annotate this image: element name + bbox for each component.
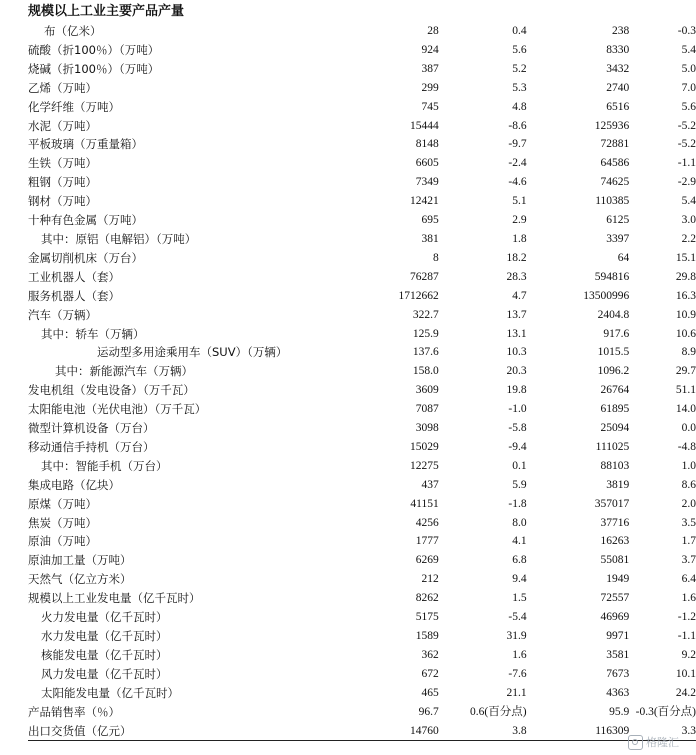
row-label: 工业机器人（套）	[28, 269, 120, 284]
growth-current-month: -2.4	[508, 157, 527, 170]
growth-current-month: -8.6	[508, 119, 527, 132]
growth-cumulative: 5.4	[681, 43, 696, 56]
growth-current-month: 10.3	[506, 346, 527, 359]
row-label: 发电机组（发电设备）（万千瓦）	[28, 383, 195, 398]
value-cumulative: 917.6	[603, 327, 630, 340]
value-current-month: 745	[421, 100, 439, 113]
value-current-month: 322.7	[412, 308, 439, 321]
row-label: 水力发电量（亿千瓦时）	[41, 629, 168, 643]
growth-current-month: 5.3	[512, 81, 527, 94]
value-cumulative: 72557	[600, 592, 630, 605]
row-label: 生铁（万吨）	[28, 156, 97, 171]
growth-cumulative: 3.7	[681, 554, 696, 567]
value-current-month: 125.9	[412, 327, 439, 340]
table-row	[28, 684, 696, 703]
value-cumulative: 37716	[600, 516, 630, 529]
growth-current-month: 4.1	[512, 535, 527, 548]
value-current-month: 3609	[415, 384, 439, 397]
table-title: 规模以上工业主要产品产量	[28, 4, 185, 19]
row-label: 服务机器人（套）	[28, 288, 120, 303]
growth-current-month: 21.1	[506, 686, 527, 699]
value-current-month: 96.7	[418, 705, 439, 718]
row-label: 其中：轿车（万辆）	[41, 326, 145, 341]
growth-current-month: -9.4	[508, 440, 527, 453]
row-label: 汽车（万辆）	[28, 307, 97, 322]
growth-current-month: 20.3	[506, 365, 527, 378]
value-cumulative: 3397	[606, 232, 630, 245]
table-row	[28, 343, 696, 362]
value-current-month: 299	[421, 81, 439, 94]
table-row	[28, 192, 696, 211]
row-label: 乙烯（万吨）	[28, 80, 97, 95]
value-current-month: 212	[421, 573, 439, 586]
value-cumulative: 238	[612, 25, 630, 37]
value-current-month: 8	[432, 251, 439, 264]
table-row	[28, 135, 696, 154]
growth-cumulative: 5.4	[681, 195, 696, 208]
value-cumulative: 25094	[600, 422, 630, 435]
table-row	[28, 79, 696, 98]
row-label: 十种有色金属（万吨）	[28, 213, 143, 228]
table-row	[28, 665, 696, 684]
table-row	[28, 419, 696, 438]
table-row	[28, 476, 696, 495]
value-current-month: 7087	[415, 403, 439, 416]
value-cumulative: 13500996	[583, 289, 630, 302]
row-label: 太阳能发电量（亿千瓦时）	[41, 685, 179, 700]
row-label: 原煤（万吨）	[28, 496, 97, 511]
row-label: 水泥（万吨）	[28, 118, 97, 133]
value-current-month: 5175	[415, 611, 439, 624]
growth-current-month: 6.8	[512, 554, 527, 567]
growth-current-month: 5.9	[512, 478, 527, 491]
value-cumulative: 3581	[606, 648, 630, 661]
row-label: 火力发电量（亿千瓦时）	[41, 610, 168, 625]
growth-current-month: -9.7	[508, 138, 527, 151]
value-cumulative: 8330	[606, 43, 630, 56]
value-current-month: 12275	[409, 459, 439, 472]
table-row	[28, 41, 696, 60]
value-cumulative: 26764	[600, 384, 630, 397]
growth-current-month: 1.8	[512, 232, 527, 245]
growth-current-month: -1.0	[508, 403, 527, 416]
growth-current-month: 5.6	[512, 43, 527, 56]
value-current-month: 4256	[415, 516, 439, 529]
table-row	[28, 532, 696, 551]
table-row	[28, 722, 696, 741]
growth-current-month: 4.8	[512, 100, 527, 113]
value-cumulative: 74625	[600, 176, 630, 189]
table-row	[28, 438, 696, 457]
table-body	[28, 22, 696, 741]
value-cumulative: 46969	[600, 611, 630, 624]
row-label: 核能发电量（亿千瓦时）	[41, 647, 168, 662]
value-cumulative: 125936	[594, 119, 630, 132]
value-current-month: 137.6	[412, 346, 439, 359]
row-label: 其中：新能源汽车（万辆）	[55, 364, 193, 379]
value-cumulative: 16263	[600, 535, 630, 548]
row-label: 金属切削机床（万台）	[28, 250, 143, 265]
growth-cumulative: 10.9	[675, 308, 696, 321]
row-label: 天然气（亿立方米）	[28, 572, 132, 587]
table-row	[28, 60, 696, 79]
row-label: 其中：原铝（电解铝）（万吨）	[41, 231, 197, 246]
growth-cumulative: 14.0	[675, 403, 696, 416]
growth-cumulative: -0.3	[677, 25, 696, 37]
table-row	[28, 306, 696, 325]
growth-cumulative: 15.1	[675, 251, 696, 264]
growth-cumulative: 1.0	[681, 459, 696, 472]
value-cumulative: 61895	[600, 403, 630, 416]
growth-cumulative: -5.2	[677, 119, 696, 132]
growth-current-month: 13.7	[506, 308, 527, 321]
table-row	[28, 98, 696, 117]
row-label: 硫酸（折100％）（万吨）	[28, 42, 160, 57]
value-current-month: 924	[421, 43, 439, 56]
value-current-month: 3098	[415, 422, 439, 435]
value-current-month: 15029	[409, 440, 439, 453]
table-row	[28, 551, 696, 570]
growth-cumulative: 3.5	[681, 516, 696, 529]
value-current-month: 7349	[415, 176, 439, 189]
value-cumulative: 357017	[594, 497, 630, 510]
value-cumulative: 9971	[606, 630, 630, 642]
growth-current-month: 31.9	[506, 630, 527, 642]
table-row	[28, 570, 696, 589]
growth-current-month: -7.6	[508, 667, 527, 680]
table-row	[28, 589, 696, 608]
growth-current-month: 28.3	[506, 270, 527, 283]
row-label: 布（亿米）	[44, 24, 102, 38]
table-row	[28, 154, 696, 173]
growth-current-month: 2.9	[512, 214, 527, 227]
value-cumulative: 64	[617, 251, 630, 264]
value-cumulative: 3819	[606, 478, 630, 491]
growth-cumulative: 2.0	[681, 497, 696, 510]
value-cumulative: 6516	[606, 100, 630, 113]
value-cumulative: 110385	[595, 195, 630, 208]
growth-cumulative: 2.2	[681, 232, 696, 245]
growth-cumulative: -1.2	[677, 611, 696, 624]
growth-cumulative: 5.0	[681, 62, 696, 75]
value-cumulative: 4363	[606, 686, 630, 699]
table-row	[28, 249, 696, 268]
value-cumulative: 7673	[606, 667, 630, 680]
row-label: 化学纤维（万吨）	[28, 99, 120, 114]
watermark-text: 格隆汇	[646, 736, 679, 749]
growth-current-month: -5.4	[508, 611, 527, 624]
value-cumulative: 111025	[595, 440, 630, 453]
row-label: 产品销售率（％）	[28, 704, 120, 719]
growth-cumulative: 7.0	[681, 81, 696, 94]
table-row	[28, 627, 696, 646]
row-label: 粗钢（万吨）	[28, 175, 97, 190]
table-row	[28, 230, 696, 249]
growth-cumulative: 29.8	[675, 270, 696, 283]
value-current-month: 15444	[409, 119, 439, 132]
row-label: 原油（万吨）	[28, 534, 97, 549]
production-table	[28, 22, 696, 741]
growth-cumulative: -5.2	[677, 138, 696, 151]
value-cumulative: 64586	[600, 157, 630, 170]
row-label: 原油加工量（万吨）	[28, 553, 132, 568]
growth-cumulative: -1.1	[677, 630, 696, 642]
value-current-month: 672	[421, 667, 439, 680]
growth-cumulative: 10.1	[675, 667, 696, 680]
growth-cumulative: -0.3(百分点)	[635, 705, 696, 718]
value-current-month: 8262	[415, 592, 439, 605]
growth-cumulative: -4.8	[677, 440, 696, 453]
table-row	[28, 646, 696, 665]
value-cumulative: 95.9	[609, 705, 630, 718]
value-cumulative: 2404.8	[597, 308, 630, 321]
table-row	[28, 608, 696, 627]
value-current-month: 14760	[359, 722, 438, 741]
growth-current-month: 3.8	[439, 722, 527, 741]
growth-cumulative: 51.1	[675, 384, 696, 397]
table-row	[28, 325, 696, 344]
table-row	[28, 173, 696, 192]
row-label: 出口交货值（亿元）	[28, 722, 359, 741]
value-cumulative: 88103	[600, 459, 630, 472]
value-current-month: 8148	[415, 138, 439, 151]
value-current-month: 1589	[415, 630, 439, 642]
value-current-month: 381	[421, 232, 439, 245]
value-current-month: 1777	[415, 535, 439, 548]
value-current-month: 465	[421, 686, 439, 699]
value-current-month: 76287	[409, 270, 439, 283]
growth-cumulative: 8.9	[681, 346, 696, 359]
row-label: 移动通信手持机（万台）	[28, 439, 155, 454]
growth-cumulative: -2.9	[677, 176, 696, 189]
growth-current-month: -1.8	[508, 497, 527, 510]
growth-current-month: 0.1	[512, 459, 527, 472]
gelonghui-logo-icon	[628, 735, 643, 750]
table-row	[28, 287, 696, 306]
table-row	[28, 495, 696, 514]
growth-cumulative: 9.2	[681, 648, 696, 661]
value-cumulative: 1015.5	[597, 346, 630, 359]
growth-cumulative: 10.6	[675, 327, 696, 340]
growth-current-month: 18.2	[506, 251, 527, 264]
growth-current-month: 9.4	[512, 573, 527, 586]
value-current-month: 28	[427, 25, 439, 37]
growth-cumulative: 8.6	[681, 478, 696, 491]
row-label: 运动型多用途乘用车（SUV）（万辆）	[97, 345, 288, 360]
value-current-month: 12421	[409, 195, 439, 208]
growth-cumulative: 5.6	[681, 100, 696, 113]
row-label: 集成电路（亿块）	[28, 477, 120, 492]
value-current-month: 1712662	[398, 289, 439, 302]
value-cumulative: 116309	[527, 722, 630, 741]
growth-current-month: 1.5	[512, 592, 527, 605]
value-cumulative: 55081	[600, 554, 630, 567]
growth-current-month: 8.0	[512, 516, 527, 529]
table-row	[28, 22, 696, 41]
table-row	[28, 514, 696, 533]
growth-cumulative: -1.1	[677, 157, 696, 170]
growth-current-month: 5.1	[512, 195, 527, 208]
value-cumulative: 2740	[606, 81, 630, 94]
table-row	[28, 211, 696, 230]
value-current-month: 6605	[415, 157, 439, 170]
row-label: 太阳能电池（光伏电池）（万千瓦）	[28, 402, 207, 417]
growth-current-month: 0.6(百分点)	[470, 705, 527, 718]
value-cumulative: 594816	[594, 270, 630, 283]
growth-current-month: 1.6	[512, 648, 527, 661]
growth-cumulative: 24.2	[675, 686, 696, 699]
row-label: 微型计算机设备（万台）	[28, 421, 155, 436]
value-current-month: 387	[421, 62, 439, 75]
table-row	[28, 381, 696, 400]
value-current-month: 362	[421, 648, 439, 661]
table-row	[28, 457, 696, 476]
value-cumulative: 72881	[600, 138, 630, 151]
value-current-month: 437	[421, 478, 439, 491]
watermark	[628, 731, 690, 753]
growth-cumulative: 29.7	[675, 365, 696, 378]
growth-current-month: 4.7	[512, 289, 527, 302]
growth-current-month: 19.8	[506, 384, 527, 397]
value-current-month: 695	[421, 214, 439, 227]
table-row	[28, 703, 696, 722]
growth-cumulative: 3.0	[681, 214, 696, 227]
value-cumulative: 1949	[606, 573, 630, 586]
row-label: 焦炭（万吨）	[28, 515, 97, 530]
row-label: 钢材（万吨）	[28, 194, 97, 209]
value-cumulative: 6125	[606, 214, 630, 227]
row-label: 风力发电量（亿千瓦时）	[41, 666, 168, 681]
growth-current-month: -4.6	[508, 176, 527, 189]
value-cumulative: 1096.2	[597, 365, 630, 378]
growth-cumulative: 1.7	[681, 535, 696, 548]
table-row	[28, 400, 696, 419]
growth-current-month: -5.8	[508, 422, 527, 435]
growth-cumulative: 1.6	[681, 592, 696, 605]
growth-cumulative: 16.3	[675, 289, 696, 302]
row-label: 规模以上工业发电量（亿千瓦时）	[28, 591, 201, 606]
growth-cumulative: 3.3	[629, 722, 696, 741]
table-row	[28, 362, 696, 381]
growth-current-month: 5.2	[512, 62, 527, 75]
row-label: 其中：智能手机（万台）	[41, 458, 168, 473]
value-current-month: 41151	[410, 497, 439, 510]
row-label: 平板玻璃（万重量箱）	[28, 137, 143, 152]
growth-current-month: 0.4	[512, 25, 527, 37]
table-row	[28, 268, 696, 287]
growth-current-month: 13.1	[506, 327, 527, 340]
growth-cumulative: 0.0	[681, 422, 696, 435]
row-label: 烧碱（折100％）（万吨）	[28, 61, 160, 76]
growth-cumulative: 6.4	[681, 573, 696, 586]
value-current-month: 6269	[415, 554, 439, 567]
table-row	[28, 117, 696, 136]
value-current-month: 158.0	[412, 365, 439, 378]
value-cumulative: 3432	[606, 62, 630, 75]
